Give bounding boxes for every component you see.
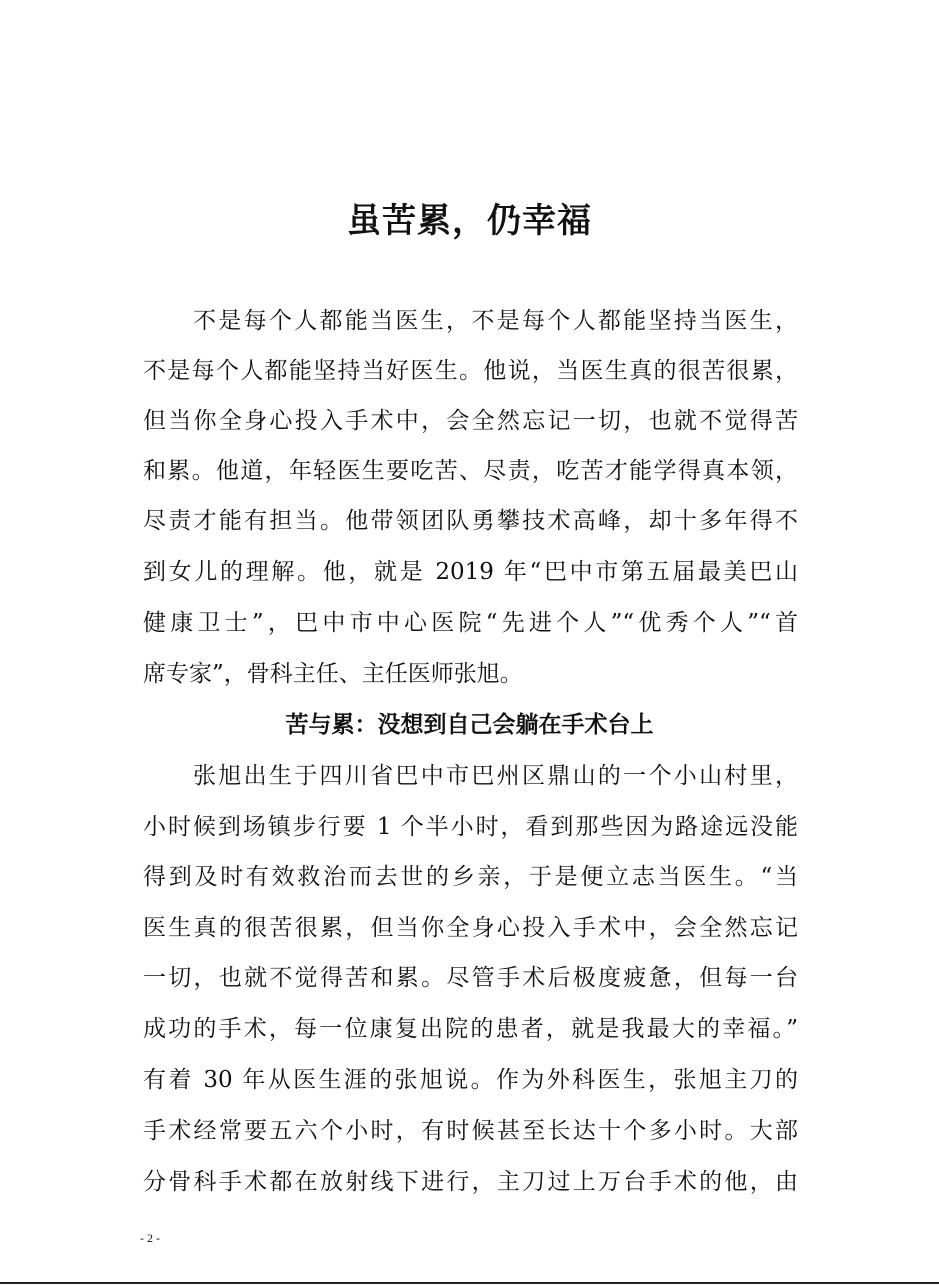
paragraph-2-line: 有着 30 年从医生涯的张旭说。作为外科医生，张旭主刀的 [143, 1067, 798, 1093]
paragraph-1-line: 不是每个人都能坚持当好医生。他说，当医生真的很苦很累， [143, 358, 798, 384]
paragraph-1-line: 尽责才能有担当。他带领团队勇攀技术高峰，却十多年得不 [143, 508, 798, 534]
paragraph-2-line: 张旭出生于四川省巴中市巴州区鼎山的一个小山村里， [193, 763, 798, 789]
paragraph-2-line: 得到及时有效救治而去世的乡亲，于是便立志当医生。“当 [143, 864, 798, 890]
paragraph-1-line: 和累。他道，年轻医生要吃苦、尽责，吃苦才能学得真本领， [143, 458, 798, 484]
paragraph-1-line: 到女儿的理解。他，就是 2019 年“巴中市第五届最美巴山 [143, 559, 798, 585]
paragraph-2-line: 手术经常要五六个小时，有时候甚至长达十个多小时。大部 [143, 1118, 798, 1144]
bottom-rule [0, 1282, 939, 1284]
paragraph-1-line: 席专家”，骨科主任、主任医师张旭。 [143, 661, 523, 687]
page-number: - 2 - [140, 1231, 160, 1245]
paragraph-2-line: 成功的手术，每一位康复出院的患者，就是我最大的幸福。” [143, 1016, 798, 1042]
paragraph-1-line: 不是每个人都能当医生，不是每个人都能坚持当医生， [193, 308, 798, 334]
paragraph-1-line: 但当你全身心投入手术中，会全然忘记一切，也就不觉得苦 [143, 408, 798, 434]
section-heading: 苦与累：没想到自己会躺在手术台上 [285, 712, 654, 738]
paragraph-2-line: 医生真的很苦很累，但当你全身心投入手术中，会全然忘记 [143, 915, 798, 941]
page-title: 虽苦累，仍幸福 [347, 201, 592, 241]
paragraph-1-line: 健康卫士”，巴中市中心医院“先进个人”“优秀个人”“首 [143, 610, 798, 636]
paragraph-2-line: 一切，也就不觉得苦和累。尽管手术后极度疲惫，但每一台 [143, 965, 798, 991]
paragraph-2-line: 分骨科手术都在放射线下进行，主刀过上万台手术的他，由 [143, 1169, 798, 1195]
paragraph-2-line: 小时候到场镇步行要 1 个半小时，看到那些因为路途远没能 [143, 814, 798, 840]
